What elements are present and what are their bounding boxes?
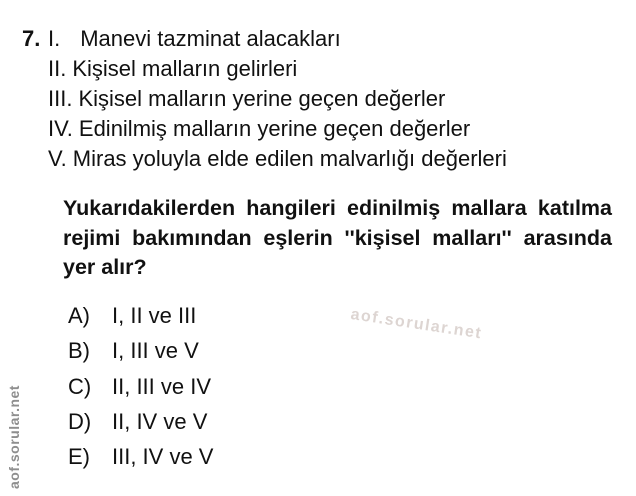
premise-item bbox=[48, 54, 507, 84]
option-text: I, II ve III bbox=[112, 303, 197, 328]
answer-option-e bbox=[68, 444, 213, 479]
premise-text: Kişisel malların gelirleri bbox=[72, 56, 298, 81]
premise-text: Kişisel malların yerine geçen değerler bbox=[78, 86, 446, 111]
answer-option-c bbox=[68, 374, 213, 409]
answer-option-b bbox=[68, 338, 213, 373]
option-text: III, IV ve V bbox=[112, 444, 214, 470]
premise-text: Manevi tazminat alacakları bbox=[80, 26, 341, 51]
premise-numeral: II. bbox=[48, 56, 67, 81]
premise-numeral: I. bbox=[48, 26, 61, 51]
answer-options bbox=[68, 303, 213, 479]
premise-numeral: IV. bbox=[48, 116, 73, 141]
premise-item bbox=[48, 24, 507, 54]
option-text: I, III ve V bbox=[112, 338, 199, 364]
question-number: 7. bbox=[22, 26, 41, 51]
option-text: II, III ve IV bbox=[112, 373, 212, 399]
option-letter: E) bbox=[68, 444, 90, 470]
watermark-diagonal: aof.sorular.net bbox=[349, 306, 484, 343]
premise-item bbox=[48, 84, 507, 114]
question-stem: Yukarıdakilerden hangileri edinilmiş mallara katılma rejimi bakımından eşlerin ''kişisel malları'' arasında yer alır? bbox=[63, 196, 612, 279]
premise-text: Miras yoluyla elde edilen malvarlığı değerleri bbox=[72, 146, 507, 171]
premise-item bbox=[48, 114, 507, 144]
option-letter: B) bbox=[68, 338, 90, 364]
premise-numeral: III. bbox=[48, 86, 73, 111]
premise-item bbox=[48, 144, 507, 174]
premise-numeral: V. bbox=[48, 146, 67, 171]
watermark-vertical: aof.sorular.net bbox=[6, 385, 22, 489]
option-letter: D) bbox=[68, 408, 92, 434]
option-letter: C) bbox=[68, 373, 92, 399]
answer-option-d bbox=[68, 409, 213, 444]
option-text: II, IV ve V bbox=[112, 408, 208, 434]
premise-text: Edinilmiş malların yerine geçen değerler bbox=[78, 116, 471, 141]
premise-list bbox=[48, 24, 507, 174]
option-letter: A) bbox=[68, 303, 90, 328]
answer-option-a bbox=[68, 303, 213, 338]
